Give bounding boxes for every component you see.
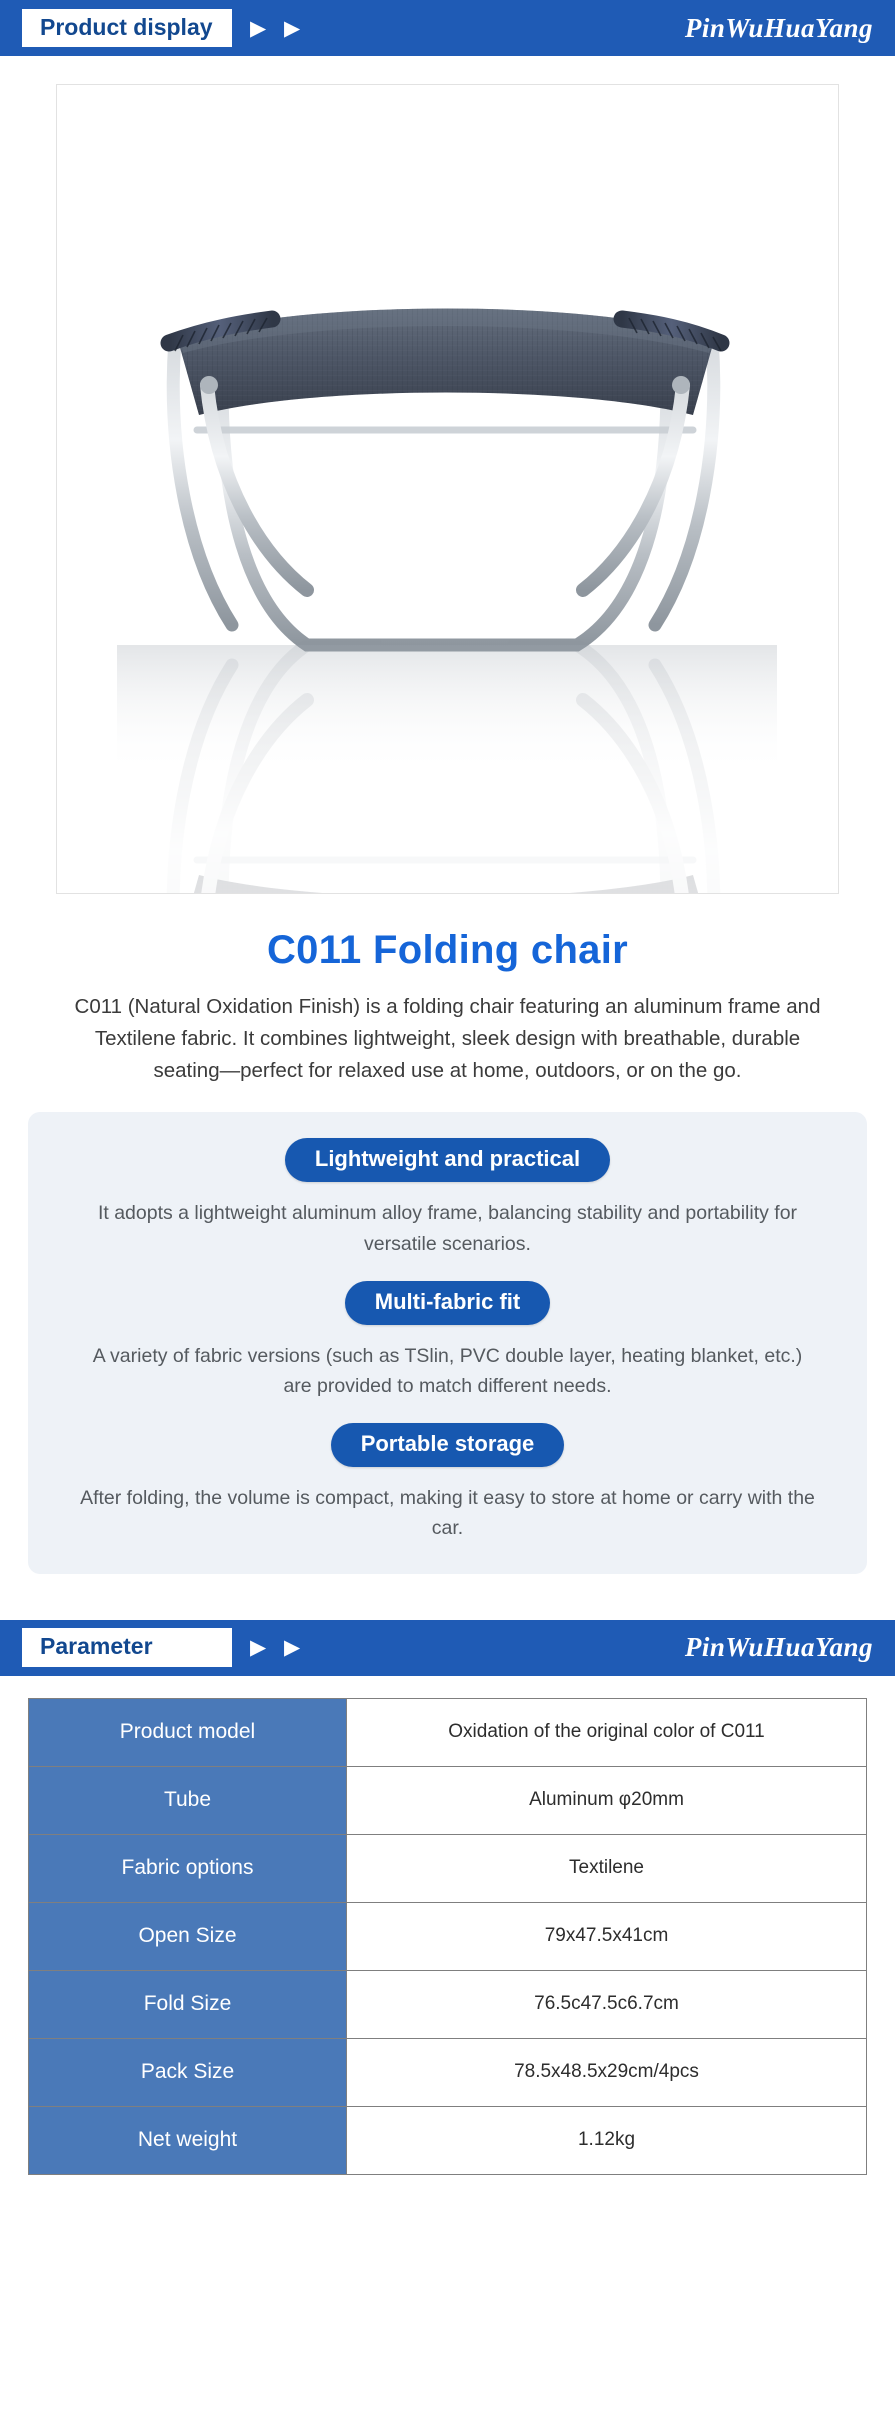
param-value: 76.5c47.5c6.7cm (347, 1970, 867, 2038)
param-name: Pack Size (29, 2038, 347, 2106)
param-name: Product model (29, 1698, 347, 1766)
feature-block-2 (54, 1281, 841, 1401)
feature-pill-portable-storage: Portable storage (331, 1423, 565, 1467)
param-name: Tube (29, 1766, 347, 1834)
param-name: Open Size (29, 1902, 347, 1970)
section-title-product-display: Product display (22, 9, 232, 47)
param-value: 78.5x48.5x29cm/4pcs (347, 2038, 867, 2106)
brand-logo-text-2: PinWuHuaYang (684, 1632, 873, 1663)
page-title: C011 Folding chair (266, 928, 629, 972)
feature-pill-lightweight: Lightweight and practical (285, 1138, 610, 1182)
parameter-table-wrap (0, 1676, 895, 2209)
double-arrow-right-icon: ▶ ▶ (250, 16, 307, 40)
param-name: Fabric options (29, 1834, 347, 1902)
features-panel (28, 1112, 867, 1573)
section-title-parameter: Parameter (22, 1628, 232, 1666)
parameter-header (0, 1620, 895, 1676)
feature-text-multi-fabric: A variety of fabric versions (such as TSlin, PVC double layer, heating blanket, etc.) are provided to match different needs. (92, 1344, 803, 1397)
double-arrow-right-icon-2: ▶ ▶ (250, 1636, 307, 1660)
param-name: Fold Size (29, 1970, 347, 2038)
table-row (29, 1834, 867, 1902)
section-spacer (0, 1574, 895, 1620)
parameter-table (28, 1698, 867, 2175)
feature-block-3 (54, 1423, 841, 1543)
param-value: Aluminum φ20mm (347, 1766, 867, 1834)
table-row (29, 1902, 867, 1970)
param-value: Textilene (347, 1834, 867, 1902)
table-row (29, 1766, 867, 1834)
feature-text-portable-storage: After folding, the volume is compact, making it easy to store at home or carry with the car. (80, 1487, 815, 1540)
table-row (29, 2038, 867, 2106)
table-row (29, 1970, 867, 2038)
brand-logo-text: PinWuHuaYang (684, 12, 873, 43)
param-value: 1.12kg (347, 2106, 867, 2174)
feature-block-1 (54, 1138, 841, 1258)
table-row (29, 1698, 867, 1766)
table-row (29, 2106, 867, 2174)
param-value: Oxidation of the original color of C011 (347, 1698, 867, 1766)
product-image-frame (56, 84, 839, 894)
param-value: 79x47.5x41cm (347, 1902, 867, 1970)
feature-pill-multi-fabric: Multi-fabric fit (345, 1281, 550, 1325)
product-description: C011 (Natural Oxidation Finish) is a folding chair featuring an aluminum frame and Textilene fabric. It combines lightweight, sleek design with breathable, durable seating—perfect for relaxed use at home, outdoors, or on the go. (74, 995, 821, 1082)
product-display-header (0, 0, 895, 56)
feature-text-lightweight: It adopts a lightweight aluminum alloy frame, balancing stability and portability for versatile scenarios. (97, 1202, 798, 1255)
param-name: Net weight (29, 2106, 347, 2174)
folding-chair-illustration (57, 85, 837, 894)
